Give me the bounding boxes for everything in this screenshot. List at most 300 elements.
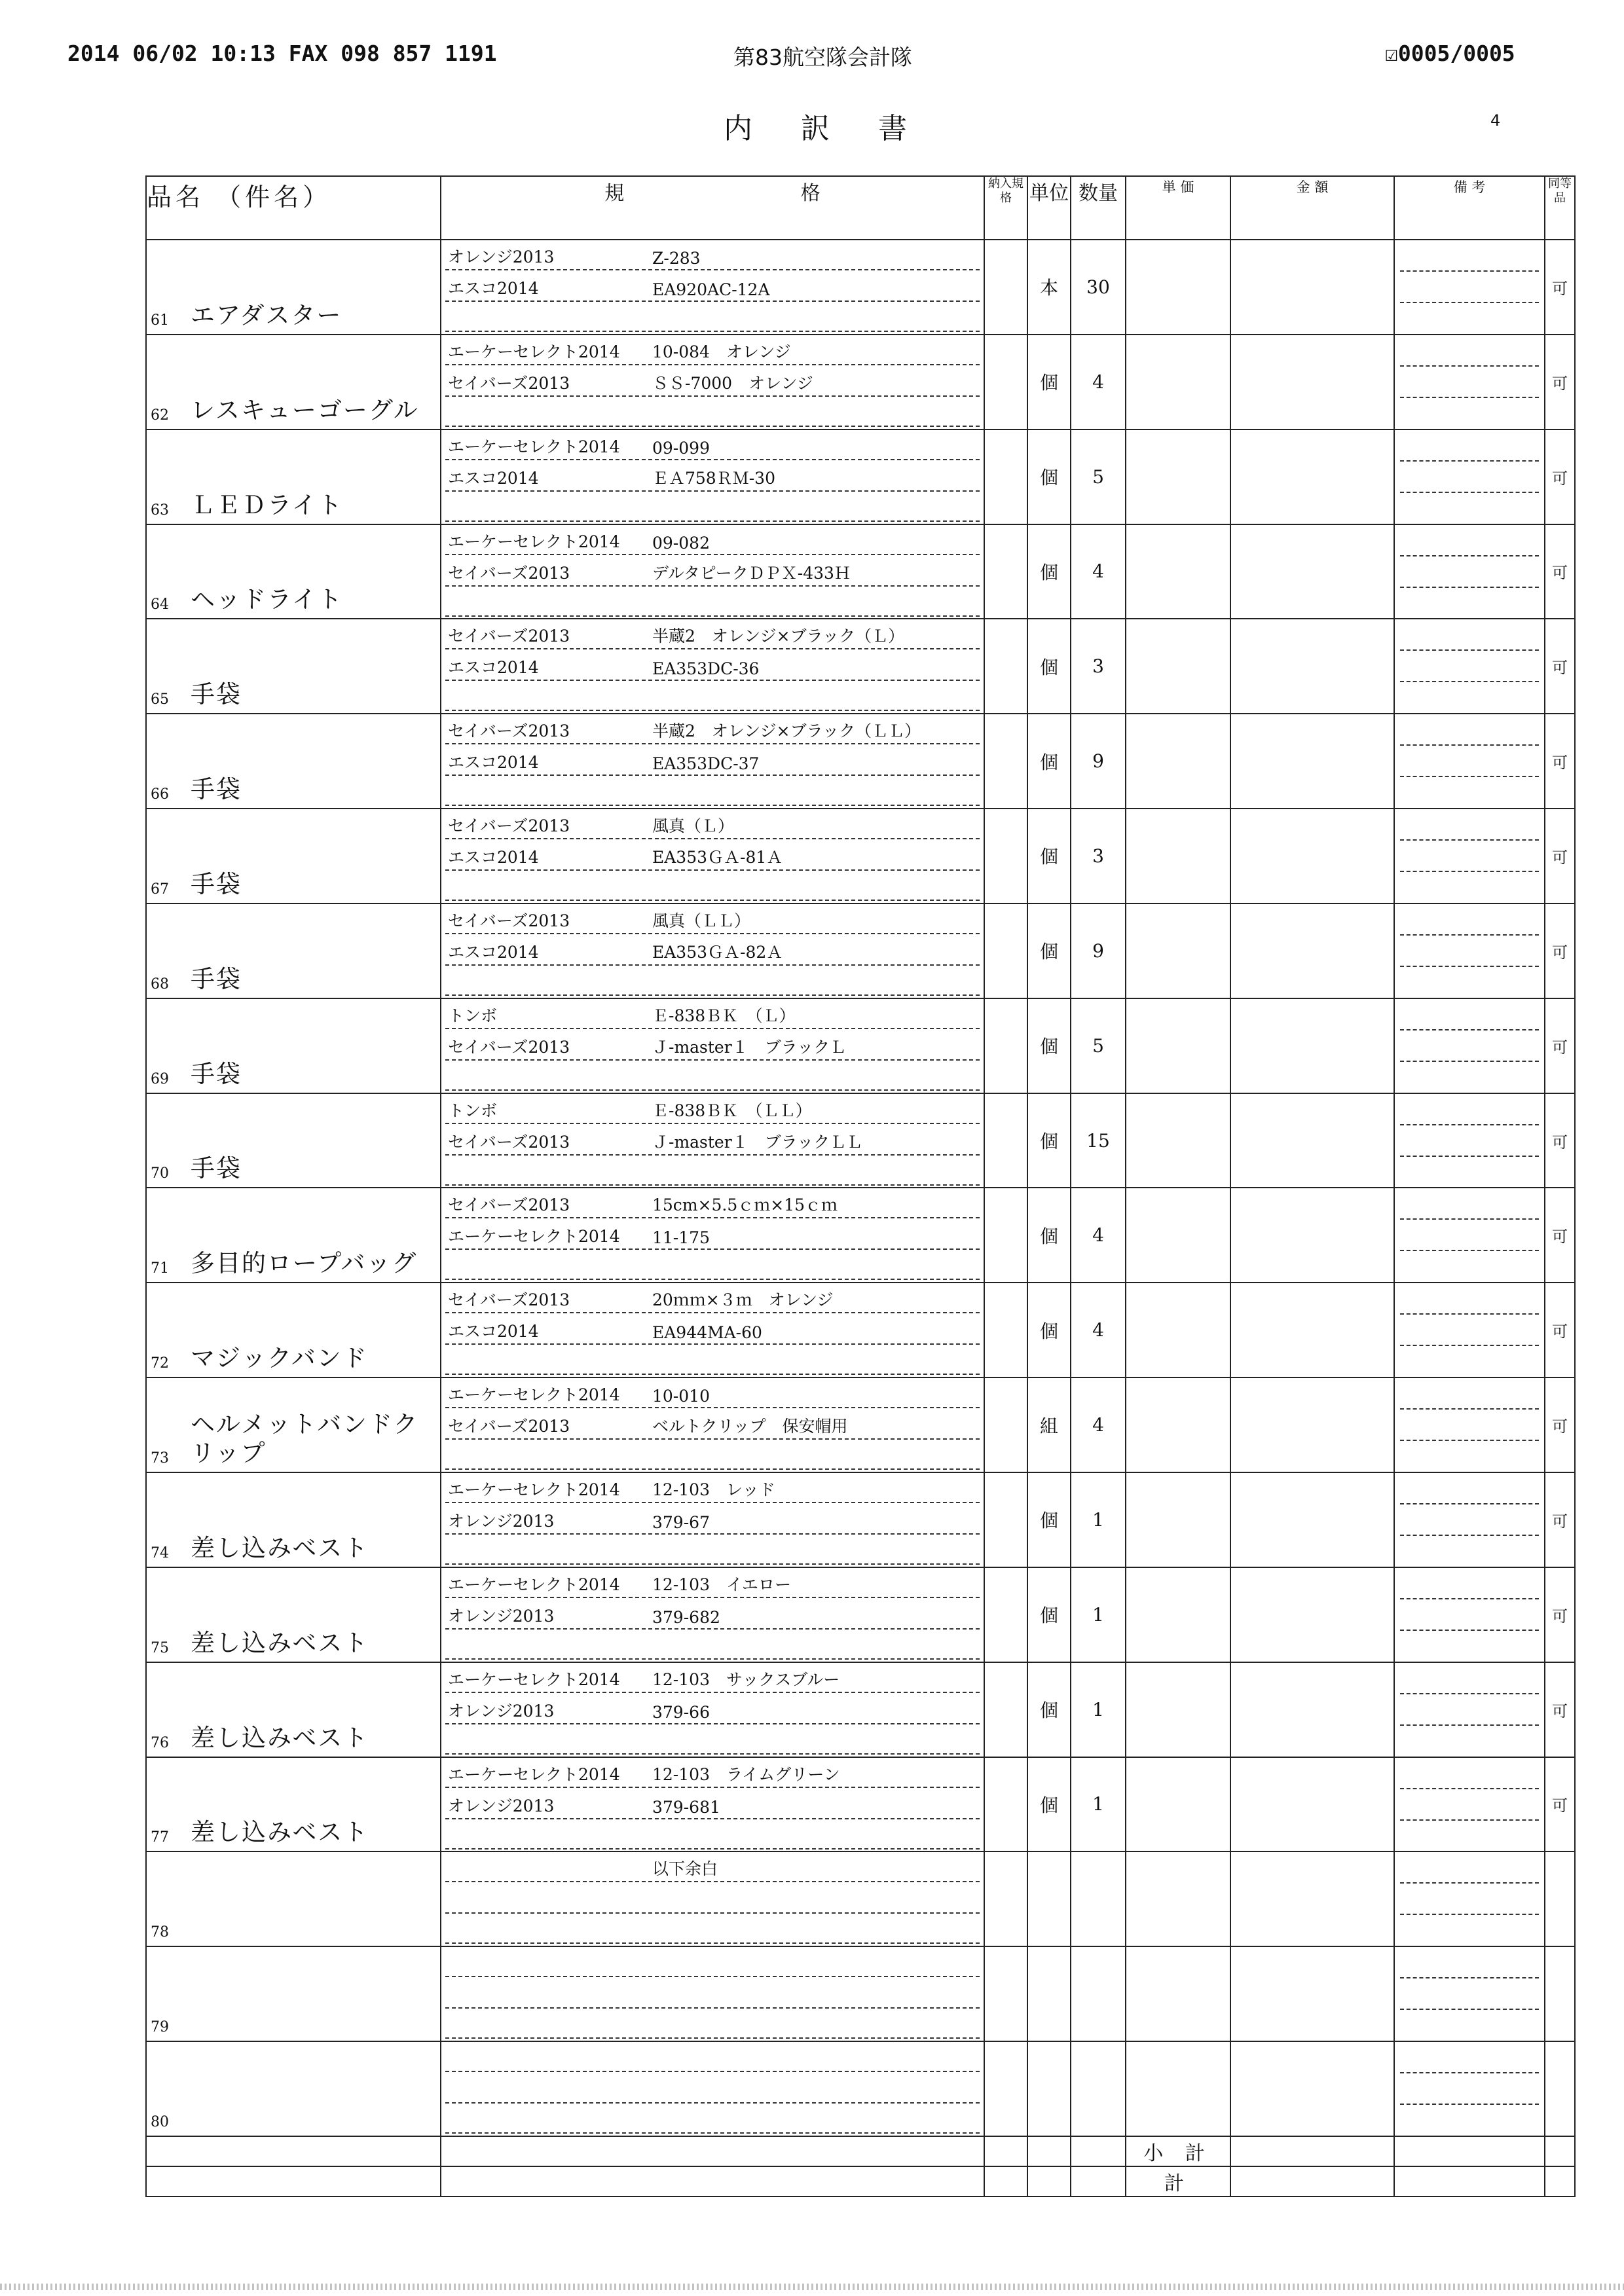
spec-lines [441,809,984,903]
note-cell [1394,429,1545,524]
item-number: 76 [151,1734,169,1751]
unit-cell: 個 [1027,1662,1071,1757]
spec-catalog: エスコ2014 [448,753,539,773]
item-name: 差し込みベスト [191,1723,369,1752]
spec-line [445,2073,980,2104]
total-row [146,2166,1575,2196]
spec-model: 11-175 [652,1228,710,1248]
spec-model: ＳＳ-7000 オレンジ [652,373,813,393]
subtotal-row [146,2136,1575,2166]
spec-line [445,397,980,427]
item-spec-cell [441,524,984,619]
quantity-cell: 4 [1071,335,1126,429]
item-name-cell [185,998,441,1093]
spec-line [445,1724,980,1755]
spec-line [445,1410,980,1440]
spec-catalog: エーケーセレクト2014 [448,1575,620,1594]
spec-line [445,367,980,397]
spec-model: 09-082 [652,533,710,553]
spec-model: Ｊ-master１ ブラックＬＬ [652,1132,863,1152]
item-number-cell [146,2041,185,2136]
item-number: 61 [151,312,169,329]
table-row [146,1283,1575,1377]
spec-line [445,1188,980,1218]
spec-catalog: セイバーズ2013 [448,721,570,741]
quantity-cell: 1 [1071,1757,1126,1852]
table-row [146,335,1575,429]
spec-catalog: オレンジ2013 [448,1606,555,1626]
delivery-spec-cell [984,998,1027,1093]
spec-line [445,2042,980,2072]
total-label: 計 [1126,2166,1230,2196]
item-number-cell [146,619,185,714]
spec-line [445,966,980,996]
item-number: 65 [151,691,169,708]
item-name: レスキューゴーグル [191,395,419,424]
table-row [146,903,1575,998]
item-spec-cell [441,429,984,524]
spec-line [445,1978,980,2009]
amount-cell [1230,998,1394,1093]
unit-price-cell [1126,1188,1230,1283]
item-name: ヘッドライト [191,585,343,614]
note-cell [1394,1188,1545,1283]
item-number-cell [146,1946,185,2041]
equivalent-cell: 可 [1545,1188,1575,1283]
spec-catalog: エスコ2014 [448,1322,539,1341]
table-row [146,714,1575,809]
spec-model: 10-010 [652,1387,710,1406]
quantity-cell [1071,1946,1126,2041]
item-spec-cell [441,1188,984,1283]
spec-model: EA353ＧＡ-82Ａ [652,942,783,962]
note-line [1400,2009,1539,2010]
item-name-cell [185,903,441,998]
amount-cell [1230,714,1394,809]
spec-line [445,936,980,966]
spec-line [445,240,980,270]
table-row [146,1662,1575,1757]
fax-page-counter: ☑0005/0005 [1385,41,1515,66]
item-name-cell [185,1377,441,1472]
delivery-spec-cell [984,1188,1027,1283]
unit-cell: 本 [1027,240,1071,335]
item-name-cell [185,1851,441,1946]
equivalent-cell: 可 [1545,1093,1575,1188]
spec-model: 12-103 ライムグリーン [652,1764,840,1784]
spec-model: 12-103 イエロー [652,1575,791,1594]
spec-line [445,525,980,555]
note-line [1400,460,1539,462]
item-spec-cell [441,903,984,998]
spec-line [445,1250,980,1280]
spec-catalog: エーケーセレクト2014 [448,532,620,551]
spec-catalog: セイバーズ2013 [448,1037,570,1057]
table-row [146,240,1575,335]
fax-header [0,41,1624,80]
spec-line [445,1947,980,1977]
item-number-cell [146,1757,185,1852]
item-name-cell [185,1283,441,1377]
spec-model: Ｅ-838ＢＫ （Ｌ） [652,1006,796,1025]
unit-price-cell [1126,903,1230,998]
item-spec-cell [441,714,984,809]
spec-lines [441,525,984,619]
unit-cell [1027,2041,1071,2136]
note-line [1400,1408,1539,1410]
item-number: 64 [151,596,169,613]
fax-scan-noise [0,2284,1624,2290]
unit-cell: 組 [1027,1377,1071,1472]
delivery-spec-cell [984,1757,1027,1852]
equivalent-cell: 可 [1545,1757,1575,1852]
table-row [146,809,1575,903]
delivery-spec-cell [984,714,1027,809]
spec-line [445,1094,980,1124]
spec-line [445,2104,980,2134]
item-name-cell [185,2041,441,2136]
quantity-cell: 5 [1071,429,1126,524]
spec-line [445,776,980,806]
fax-transmission-info: 2014 06/02 10:13 FAX 098 857 1191 [67,41,497,66]
spec-catalog: オレンジ2013 [448,247,555,266]
header-quantity: 数量 [1071,176,1126,240]
note-line [1400,1882,1539,1884]
item-number: 77 [151,1829,169,1846]
spec-model: EA944MA-60 [652,1323,762,1343]
delivery-spec-cell [984,1567,1027,1662]
item-number-cell [146,1188,185,1283]
item-number: 73 [151,1449,169,1467]
note-line [1400,365,1539,367]
item-number-cell [146,1851,185,1946]
unit-cell: 個 [1027,1093,1071,1188]
item-number: 79 [151,2019,169,2036]
equivalent-cell: 可 [1545,714,1575,809]
item-number: 63 [151,501,169,519]
item-name-cell [185,1567,441,1662]
item-name: 差し込みベスト [191,1818,369,1847]
spec-catalog: エスコ2014 [448,942,539,962]
item-number: 74 [151,1544,169,1561]
unit-cell: 個 [1027,998,1071,1093]
quantity-cell: 4 [1071,524,1126,619]
note-cell [1394,1472,1545,1567]
note-line [1400,1156,1539,1157]
delivery-spec-cell [984,1093,1027,1188]
spec-model: EA920AC-12A [652,280,770,299]
note-line [1400,1914,1539,1915]
equivalent-cell: 可 [1545,1472,1575,1567]
spec-line [445,999,980,1029]
table-row [146,1188,1575,1283]
spec-line [445,1568,980,1598]
spec-lines [441,1094,984,1188]
amount-cell [1230,1283,1394,1377]
note-cell [1394,809,1545,903]
spec-model: EA353ＧＡ-81Ａ [652,848,783,867]
quantity-cell: 15 [1071,1093,1126,1188]
spec-catalog: エスコ2014 [448,279,539,298]
item-name: 手袋 [191,1059,242,1088]
spec-line [445,587,980,617]
amount-cell [1230,1851,1394,1946]
item-spec-cell [441,1946,984,2041]
spec-lines [441,2042,984,2136]
unit-cell: 個 [1027,809,1071,903]
spec-line [445,492,980,522]
spec-line [445,1758,980,1788]
note-line [1400,2072,1539,2073]
amount-cell [1230,809,1394,903]
note-line [1400,492,1539,493]
quantity-cell: 1 [1071,1567,1126,1662]
item-name: マジックバンド [191,1344,368,1373]
unit-price-cell [1126,524,1230,619]
document-title: 内 訳 書 [724,112,927,145]
amount-cell [1230,619,1394,714]
item-number: 69 [151,1070,169,1087]
spec-model: 風真（ＬＬ） [652,911,751,930]
spec-line [445,746,980,776]
header-item-name: 品名 （件名） [146,176,441,240]
spec-line [445,1535,980,1565]
spec-model: 12-103 サックスブルー [652,1669,840,1689]
amount-cell [1230,1946,1394,2041]
note-line [1400,1598,1539,1599]
item-name-cell [185,524,441,619]
spec-catalog: エスコ2014 [448,658,539,678]
item-spec-cell [441,1093,984,1188]
item-spec-cell [441,1662,984,1757]
note-line [1400,1819,1539,1821]
item-spec-cell [441,1377,984,1472]
spec-line [445,1030,980,1061]
fax-sender-name: 第83航空隊会計隊 [733,45,912,70]
item-spec-cell [441,1472,984,1567]
note-cell [1394,1662,1545,1757]
item-number-cell [146,1472,185,1567]
unit-cell: 個 [1027,903,1071,998]
spec-line [445,1315,980,1345]
amount-cell [1230,903,1394,998]
delivery-spec-cell [984,335,1027,429]
header-spec-b: 格 [800,182,821,205]
item-spec-cell [441,1757,984,1852]
equivalent-cell: 可 [1545,619,1575,714]
amount-cell [1230,1662,1394,1757]
spec-line [445,272,980,302]
note-line [1400,681,1539,682]
spec-catalog: エーケーセレクト2014 [448,1764,620,1784]
equivalent-cell [1545,1946,1575,2041]
spec-line [445,1789,980,1819]
unit-price-cell [1126,809,1230,903]
header-amount: 金 額 [1230,176,1394,240]
item-name-cell [185,1093,441,1188]
equivalent-cell: 可 [1545,903,1575,998]
spec-catalog: エスコ2014 [448,468,539,488]
unit-cell: 個 [1027,429,1071,524]
note-cell [1394,335,1545,429]
unit-cell: 個 [1027,1188,1071,1283]
note-line [1400,966,1539,967]
spec-lines [441,1947,984,2041]
delivery-spec-cell [984,1662,1027,1757]
item-number-cell [146,429,185,524]
amount-cell [1230,335,1394,429]
note-cell [1394,2041,1545,2136]
spec-model: 09-099 [652,438,710,458]
item-name-cell [185,240,441,335]
spec-lines [441,430,984,524]
quantity-cell: 4 [1071,1188,1126,1283]
item-spec-cell [441,2041,984,2136]
note-line [1400,1535,1539,1536]
table-row [146,2041,1575,2136]
unit-cell [1027,1946,1071,2041]
unit-price-cell [1126,1377,1230,1472]
note-line [1400,1029,1539,1030]
spec-model: Ｅ-838ＢＫ （ＬＬ） [652,1101,812,1120]
note-line [1400,1313,1539,1315]
item-spec-cell [441,240,984,335]
spec-catalog: セイバーズ2013 [448,373,570,393]
page-number: 4 [1490,111,1501,130]
unit-price-cell [1126,429,1230,524]
item-number-cell [146,240,185,335]
equivalent-cell: 可 [1545,524,1575,619]
note-cell [1394,1946,1545,2041]
item-number-cell [146,1377,185,1472]
spec-model: デルタピークＤＰＸ-433Ｈ [652,563,851,583]
item-name: 差し込みベスト [191,1628,369,1657]
spec-lines [441,335,984,429]
note-line [1400,1630,1539,1631]
spec-catalog: トンボ [448,1006,498,1025]
item-number: 68 [151,975,169,993]
item-spec-cell [441,1851,984,1946]
spec-line [445,556,980,587]
spec-model: 20ｍｍ×３ｍ オレンジ [652,1290,834,1310]
note-cell [1394,1757,1545,1852]
quantity-cell [1071,1851,1126,1946]
note-line [1400,839,1539,841]
spec-lines [441,714,984,808]
unit-price-cell [1126,1093,1230,1188]
item-name: 手袋 [191,964,242,993]
amount-cell [1230,429,1394,524]
spec-lines [441,1378,984,1472]
item-name: 手袋 [191,775,242,804]
spec-model: 12-103 レッド [652,1480,775,1499]
header-note: 備 考 [1394,176,1545,240]
note-cell [1394,1283,1545,1377]
note-cell [1394,998,1545,1093]
note-line [1400,587,1539,588]
spec-model: EA353DC-37 [652,754,760,774]
item-name: 差し込みベスト [191,1533,369,1562]
table-row [146,998,1575,1093]
delivery-spec-cell [984,1377,1027,1472]
header-unit-price: 単 価 [1126,176,1230,240]
note-cell [1394,1567,1545,1662]
amount-cell [1230,1567,1394,1662]
item-name: 多目的ロープバッグ [191,1249,418,1278]
delivery-spec-cell [984,2041,1027,2136]
item-spec-cell [441,1567,984,1662]
spec-model: 10-084 オレンジ [652,342,791,361]
remaining-blank-text: 以下余白 [652,1859,718,1879]
quantity-cell: 30 [1071,240,1126,335]
item-number-cell [146,903,185,998]
spec-catalog: セイバーズ2013 [448,911,570,930]
unit-price-cell [1126,1662,1230,1757]
spec-line [445,1599,980,1630]
unit-price-cell [1126,714,1230,809]
equivalent-cell: 可 [1545,335,1575,429]
spec-line [445,430,980,460]
amount-cell [1230,1188,1394,1283]
spec-model: 379-66 [652,1702,710,1722]
delivery-spec-cell [984,1851,1027,1946]
spec-line [445,1819,980,1850]
unit-cell: 個 [1027,1757,1071,1852]
item-name: 手袋 [191,869,242,898]
quantity-cell: 4 [1071,1283,1126,1377]
spec-lines [441,1188,984,1282]
spec-catalog: セイバーズ2013 [448,1290,570,1310]
amount-cell [1230,1093,1394,1188]
spec-lines [441,904,984,998]
note-line [1400,934,1539,936]
spec-line [445,1440,980,1470]
note-line [1400,1693,1539,1694]
spec-catalog: セイバーズ2013 [448,1195,570,1215]
unit-price-cell [1126,1757,1230,1852]
spec-lines [441,240,984,334]
item-name-cell [185,1662,441,1757]
spec-line [445,619,980,649]
spec-line [445,1125,980,1156]
table-row [146,1093,1575,1188]
note-cell [1394,1093,1545,1188]
spec-lines [441,1283,984,1377]
quantity-cell: 5 [1071,998,1126,1093]
header-equivalent: 同等品 [1545,176,1575,240]
spec-catalog: エーケーセレクト2014 [448,1385,620,1405]
item-spec-cell [441,335,984,429]
spec-lines [441,1473,984,1567]
spec-line [445,1061,980,1091]
quantity-cell: 4 [1071,1377,1126,1472]
spec-line [445,1156,980,1186]
spec-line [445,871,980,901]
item-number-cell [146,1283,185,1377]
note-line [1400,270,1539,272]
note-line [1400,2104,1539,2105]
item-number-cell [146,524,185,619]
item-number: 72 [151,1355,169,1372]
spec-catalog: セイバーズ2013 [448,816,570,836]
item-number-cell [146,335,185,429]
item-number-cell [146,998,185,1093]
item-name: ＬＥＤライト [191,490,343,519]
unit-cell: 個 [1027,619,1071,714]
note-cell [1394,903,1545,998]
spec-line [445,1914,980,1944]
quantity-cell: 1 [1071,1662,1126,1757]
